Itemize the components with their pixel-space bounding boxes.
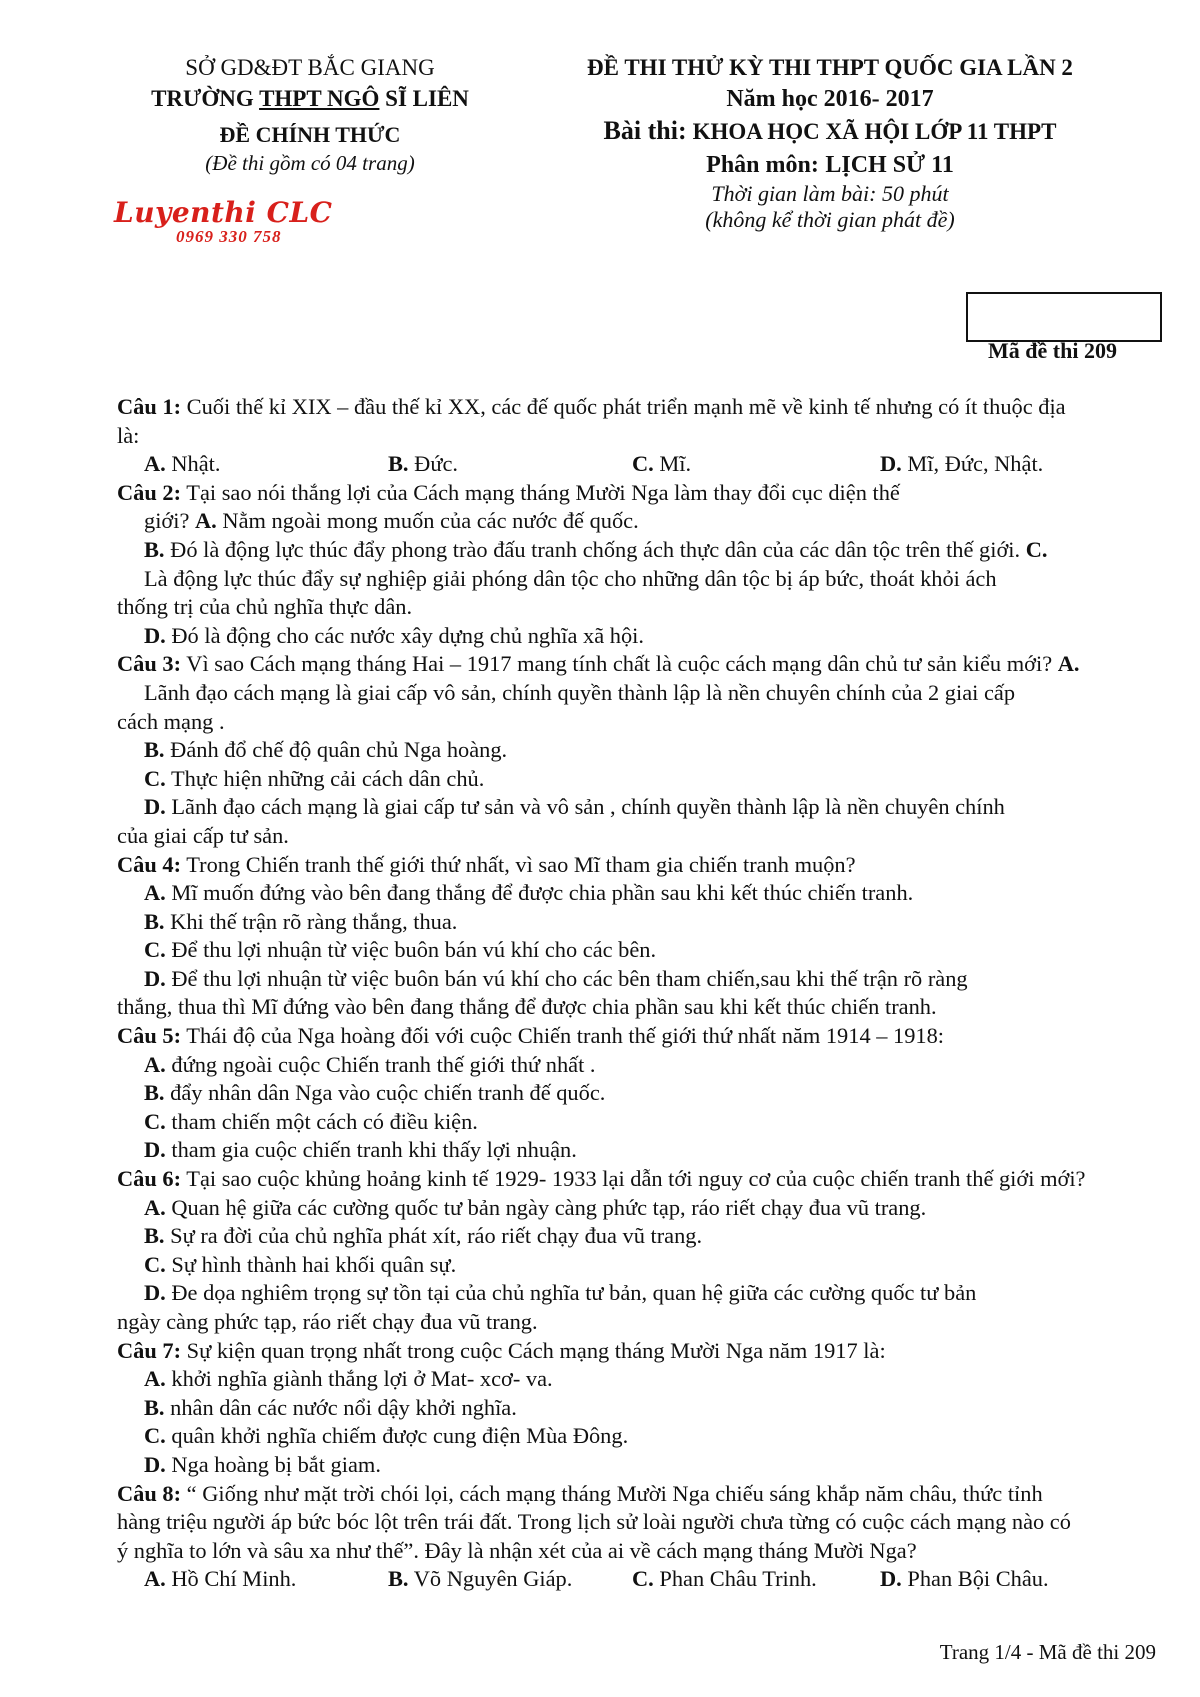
- time-note: (không kể thời gian phát đề): [705, 207, 955, 232]
- question-1: Câu 1: Cuối thế kỉ XIX – đầu thế kỉ XX, các đế quốc phát triển mạnh mẽ về kinh tế nhưng có ít thuộc địa: [117, 394, 1066, 419]
- option-d: D. Phan Bội Châu.: [880, 1566, 1049, 1592]
- question-8: Câu 8: “ Giống như mặt trời chói lọi, cách mạng tháng Mười Nga chiếu sáng khắp năm châu, thức tỉnh: [117, 1480, 1043, 1506]
- questions: Câu 1: Cuối thế kỉ XIX – đầu thế kỉ XX, các đế quốc phát triển mạnh mẽ về kinh tế nhưng có ít thuộc địa là: A. Nhật. B. Đức. C. Mĩ. D. Mĩ, Đức, Nhật. Câu 2: Tại sao nói thắng lợi của Cách mạng tháng Mười Nga làm thay đổi cục diện thế giới? A. Nằm ngoài mong muốn của các nước đế quốc. B. Đó là động lực thúc đẩy phong trào đấu tranh chống ách thực dân của các dân tộc trên thế giới. C. Là động lực thúc đẩy sự nghiệp giải phóng dân tộc cho những dân tộc bị áp bức, thoát khỏi ách thống trị của chủ nghĩa thực dân. D. Đó là động cho các nước xây dựng chủ nghĩa xã hội. Câu 3: Vì sao Cách mạng tháng Hai – 1917 mang tính chất là cuộc cách mạng dân chủ tư sản kiểu mới? A. Lãnh đạo cách mạng là giai cấp vô sản, chính quyền thành lập là nền chuyên chính của 2 giai cấp cách mạng . B. Đánh đổ chế độ quân chủ Nga hoàng. C. Thực hiện những cải cách dân chủ. D. Lãnh đạo cách mạng là giai cấp tư sản và vô sản , chính quyền thành lập là nền chuyên chính của giai cấp tư sản. Câu 4: Trong Chiến tranh thế giới thứ nhất, vì sao Mĩ tham gia chiến tranh muộn? A. Mĩ muốn đứng vào bên đang thắng để được chia phần sau khi kết thúc chiến tranh. B. Khi thế trận rõ ràng thắng, thua. C. Để thu lợi nhuận từ việc buôn bán vú khí cho các bên. D. Để thu lợi nhuận từ việc buôn bán vú khí cho các bên tham chiến,sau khi thế trận rõ ràng thắng, thua thì Mĩ đứng vào bên đang thắng để được chia phần sau khi kết thúc chiến tranh. Câu 5: Thái độ của Nga hoàng đối với cuộc Chiến tranh thế giới thứ nhất năm 1914 – 1918: A. đứng ngoài cuộc Chiến tranh thế giới thứ nhất . B. đẩy nhân dân Nga vào cuộc chiến tranh đế quốc. C. tham chiến một cách có điều kiện. D. tham gia cuộc chiến tranh khi thấy lợi nhuận. Câu 6: Tại sao cuộc khủng hoảng kinh tế 1929- 1933 lại dẫn tới nguy cơ của cuộc chiến tranh thế giới mới? A. Quan hệ giữa các cường quốc tư bản ngày càng phức tạp, ráo riết chạy đua vũ trang. B. Sự ra đời của chủ nghĩa phát xít, ráo riết chạy đua vũ trang. C. Sự hình thành hai khối quân sự. D. Đe dọa nghiêm trọng sự tồn tại của chủ nghĩa tư bản, quan hệ giữa các cường quốc tư bản ngày càng phức tạp, ráo riết chạy đua vũ trang. Câu 7: Sự kiện quan trọng nhất trong cuộc Cách mạng tháng Mười Nga năm 1917 là: A. khởi nghĩa giành thắng lợi ở Mat- xcơ- va. B. nhân dân các nước nổi dậy khởi nghĩa. C. quân khởi nghĩa chiếm được cung điện Mùa Đông. D. Nga hoàng bị bắt giam. Câu 8: “ Giống như mặt trời chói lọi, cách mạng tháng Mười Nga chiếu sáng khắp năm châu, thức tỉnh hàng triệu người áp bức bóc lột trên trái đất. Trong lịch sử loài người chưa từng có cuộc cách mạng nào có ý nghĩa to lớn và sâu xa như thế”. Đây là nhận xét của ai về cách mạng tháng Mười Nga? A. Hồ Chí Minh. B. Võ Nguyên Giáp. C. Phan Châu Trinh. D. Phan Bội Châu.: [117, 393, 1157, 1594]
- option-c: C. Mĩ.: [632, 451, 692, 477]
- exam-code-box: [966, 292, 1162, 342]
- option-a: A. Hồ Chí Minh.: [144, 1566, 297, 1592]
- question-6: Câu 6: Tại sao cuộc khủng hoảng kinh tế 1929- 1933 lại dẫn tới nguy cơ của cuộc chiến tranh thế giới mới?: [117, 1166, 1086, 1192]
- question-8-options: [117, 1565, 1157, 1594]
- subject-line: Bài thi: KHOA HỌC XÃ HỘI LỚP 11 THPT: [603, 116, 1057, 145]
- question-5: Câu 5: Thái độ của Nga hoàng đối với cuộc Chiến tranh thế giới thứ nhất năm 1914 – 1918:: [117, 1023, 945, 1049]
- exam-title: ĐỀ THI THỬ KỲ THI THPT QUỐC GIA LẦN 2: [587, 55, 1073, 80]
- logo-name: Luyenthi CLC: [114, 196, 333, 229]
- question-1-options: [117, 450, 1157, 479]
- exam-code: Mã đề thi 209: [988, 338, 1117, 363]
- logo: [114, 198, 344, 246]
- question-3: Câu 3: Vì sao Cách mạng tháng Hai – 1917 mang tính chất là cuộc cách mạng dân chủ tư sản kiểu mới? A.: [117, 651, 1080, 677]
- school-name: TRƯỜNG THPT NGÔ SĨ LIÊN: [151, 86, 469, 111]
- option-b: B. Võ Nguyên Giáp.: [388, 1566, 573, 1592]
- official-label: ĐỀ CHÍNH THỨC: [219, 122, 401, 147]
- page-footer: Trang 1/4 - Mã đề thi 209: [939, 1640, 1156, 1664]
- option-d: D. Mĩ, Đức, Nhật.: [880, 451, 1044, 477]
- department: SỞ GD&ĐT BẮC GIANG: [185, 55, 435, 80]
- logo-phone: 0969 330 758: [176, 227, 282, 246]
- option-a: A. Nhật.: [144, 451, 221, 477]
- question-2: Câu 2: Tại sao nói thắng lợi của Cách mạng tháng Mười Nga làm thay đổi cục diện thế: [117, 479, 900, 505]
- option-c: C. Phan Châu Trinh.: [632, 1566, 817, 1592]
- question-4: Câu 4: Trong Chiến tranh thế giới thứ nhất, vì sao Mĩ tham gia chiến tranh muộn?: [117, 851, 856, 877]
- time-limit: Thời gian làm bài: 50 phút: [711, 181, 949, 206]
- header-right: [560, 52, 1100, 233]
- header-left: [110, 52, 510, 176]
- question-7: Câu 7: Sự kiện quan trọng nhất trong cuộc Cách mạng tháng Mười Nga năm 1917 là:: [117, 1337, 886, 1363]
- school-year: Năm học 2016- 2017: [726, 86, 934, 112]
- pages-note: (Đề thi gồm có 04 trang): [205, 151, 415, 175]
- part-line: Phân môn: LỊCH SỬ 11: [706, 152, 954, 178]
- option-b: B. Đức.: [388, 451, 458, 477]
